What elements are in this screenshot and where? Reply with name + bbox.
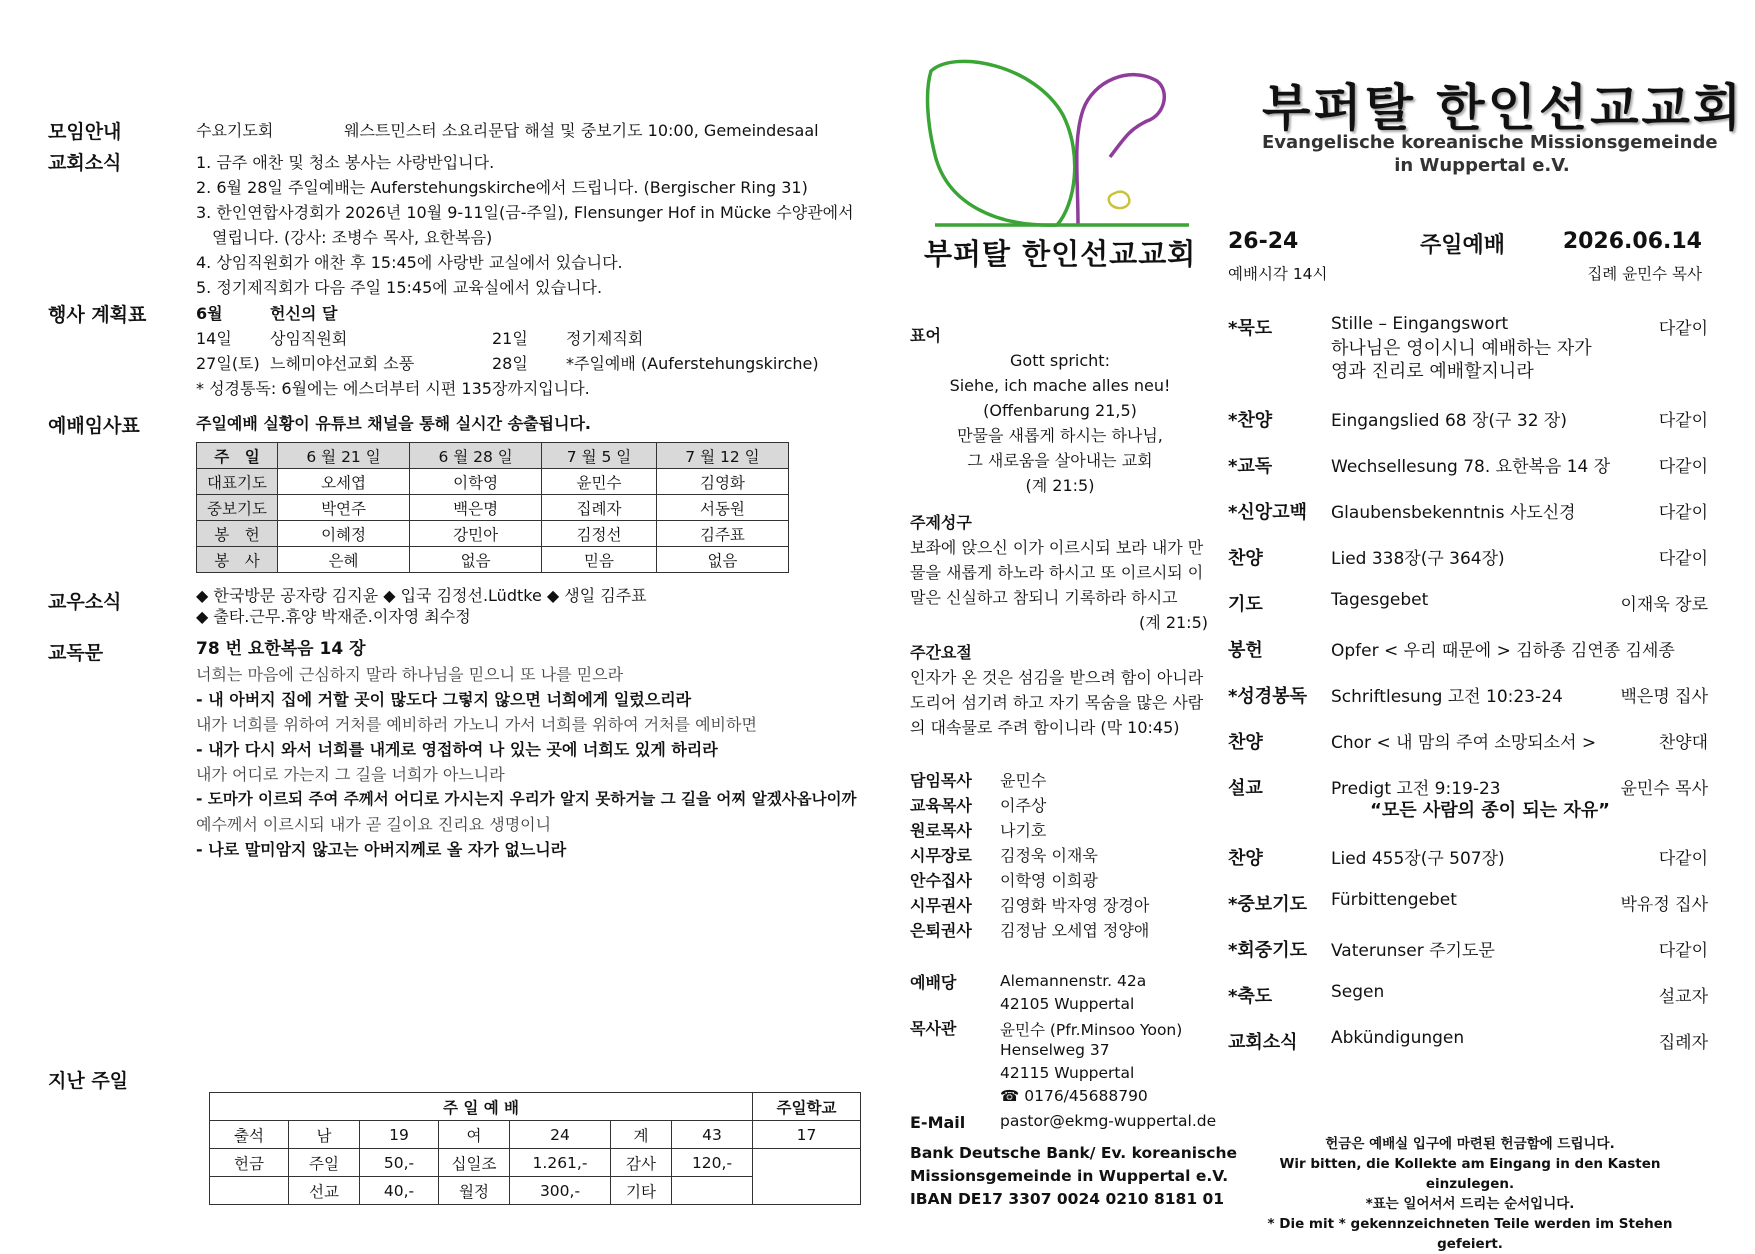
staff-role: 안수집사 xyxy=(910,871,972,890)
order-person: 설교자 xyxy=(1658,987,1708,1007)
order-value: Eingangslied 68 장(구 32 장) xyxy=(1331,411,1567,431)
roster-header: 6 월 21 일 xyxy=(278,443,410,469)
order-item xyxy=(1228,590,1708,620)
order-item xyxy=(1228,890,1708,920)
order-extra-line: 영과 진리로 예배할지니라 xyxy=(1331,361,1534,382)
staff-role: 은퇴권사 xyxy=(910,921,972,940)
roster-role: 봉 헌 xyxy=(197,521,278,547)
events-month: 6월 xyxy=(196,304,223,323)
staff-row xyxy=(910,818,1046,841)
email-address[interactable]: pastor@ekmg-wuppertal.de xyxy=(1000,1112,1217,1130)
reading-line: - 나로 말미암지 않고는 아버지께로 올 자가 없느니라 xyxy=(196,840,567,859)
staff-name: 김정욱 이재욱 xyxy=(1000,846,1098,865)
event-date: 14일 xyxy=(196,329,232,348)
reading-line: 내가 너희를 위하여 거처를 예비하러 가노니 가서 너희를 위하여 거처를 예비하면 xyxy=(196,715,757,734)
roster-cell: 없음 xyxy=(410,547,542,573)
staff-name: 이학영 이희광 xyxy=(1000,871,1098,890)
footer-line: 헌금은 예배실 입구에 마련된 헌금함에 드립니다. xyxy=(1325,1136,1615,1152)
news-item: 4. 상임직원회가 애찬 후 15:45에 사랑반 교실에서 있습니다. xyxy=(196,253,623,272)
order-key: *찬양 xyxy=(1228,410,1273,431)
order-item xyxy=(1228,452,1708,482)
service-time: 예배시각 14시 xyxy=(1228,265,1328,283)
order-key: 설교 xyxy=(1228,778,1263,799)
order-person: 다같이 xyxy=(1658,849,1708,869)
roster-cell: 오세엽 xyxy=(278,469,410,495)
roster-table xyxy=(196,442,789,573)
email-label: E-Mail xyxy=(910,1113,966,1132)
news-item: 열립니다. (강사: 조병수 목사, 요한복음) xyxy=(212,228,493,247)
roster-cell: 없음 xyxy=(656,547,788,573)
theme-label: 주제성구 xyxy=(910,513,972,532)
theme-verse xyxy=(910,535,1208,635)
last-week-label: 지난 주일 xyxy=(48,1070,129,1092)
table-row xyxy=(210,1093,861,1121)
staff-role: 시무장로 xyxy=(910,846,972,865)
order-value: Schriftlesung 고전 10:23-24 xyxy=(1331,687,1563,707)
staff-name: 이주상 xyxy=(1000,796,1047,815)
stat-cell: 43 xyxy=(672,1121,753,1149)
event-date: 21일 xyxy=(492,329,528,348)
footer-line: *표는 일어서서 드리는 순서입니다. xyxy=(1365,1196,1575,1212)
table-row xyxy=(197,495,789,521)
stat-cell: 주일 xyxy=(289,1149,360,1177)
staff-row xyxy=(910,893,1149,916)
stat-cell: 120,- xyxy=(672,1149,753,1177)
meeting-label: 모임안내 xyxy=(48,121,122,143)
cover-verse xyxy=(910,348,1210,498)
roster-role: 대표기도 xyxy=(197,469,278,495)
roster-cell: 김주표 xyxy=(656,521,788,547)
order-value: Stille – Eingangswort xyxy=(1331,314,1509,334)
address-line: 42115 Wuppertal xyxy=(1000,1064,1135,1082)
staff-row xyxy=(910,793,1046,816)
weekly-label: 주간요절 xyxy=(910,643,972,662)
order-value: Opfer < 우리 때문에 > 김하종 김연종 김세종 xyxy=(1331,641,1675,661)
stat-cell: 24 xyxy=(510,1121,611,1149)
stat-cell: 19 xyxy=(360,1121,439,1149)
order-key: *묵도 xyxy=(1228,318,1273,339)
order-person: 다같이 xyxy=(1658,549,1708,569)
staff-name: 윤민수 xyxy=(1000,771,1047,790)
order-extra-line: 하나님은 영이시니 예배하는 자가 xyxy=(1331,338,1592,359)
cover-line: (Offenbarung 21,5) xyxy=(983,401,1137,420)
order-value: Predigt 고전 9:19-23 xyxy=(1331,779,1501,799)
stat-cell: 17 xyxy=(753,1121,861,1149)
stat-cell: 남 xyxy=(289,1121,360,1149)
week-number: 26-24 xyxy=(1228,229,1299,254)
order-item xyxy=(1228,1028,1708,1058)
stat-cell: 1.261,- xyxy=(510,1149,611,1177)
table-row xyxy=(210,1149,861,1177)
order-value: Vaterunser 주기도문 xyxy=(1331,941,1495,961)
order-person: 찬양대 xyxy=(1658,733,1708,753)
events-note: * 성경통독: 6월에는 에스더부터 시편 135장까지입니다. xyxy=(196,379,590,398)
event-name: 상임직원회 xyxy=(270,329,348,348)
order-person: 백은명 집사 xyxy=(1620,687,1708,707)
reading-line: 예수께서 이르시되 내가 곧 길이요 진리요 생명이니 xyxy=(196,815,552,834)
staff-name: 김정남 오세엽 정양애 xyxy=(1000,921,1150,940)
order-value: Chor < 내 맘의 주여 소망되소서 > xyxy=(1331,733,1597,753)
church-logo-icon xyxy=(925,55,1195,240)
roster-header: 6 월 28 일 xyxy=(410,443,542,469)
roster-cell: 박연주 xyxy=(278,495,410,521)
address-line: Henselweg 37 xyxy=(1000,1041,1110,1059)
church-subtitle: Evangelische koreanische Missionsgemeinde xyxy=(1262,132,1718,153)
theme-line: 보좌에 앉으신 이가 이르시되 보라 내가 만 xyxy=(910,538,1204,557)
order-value: Abkündigungen xyxy=(1331,1028,1465,1048)
order-item xyxy=(1228,844,1708,874)
cover-line: Gott spricht: xyxy=(1010,351,1110,370)
weekly-line: 인자가 온 것은 섬김을 받으려 함이 아니라 xyxy=(910,668,1204,687)
order-key: *교독 xyxy=(1228,456,1273,477)
roster-cell: 백은명 xyxy=(410,495,542,521)
event-name: 정기제직회 xyxy=(566,329,644,348)
staff-role: 담임목사 xyxy=(910,771,972,790)
roster-cell: 김영화 xyxy=(656,469,788,495)
stat-cell: 300,- xyxy=(510,1177,611,1205)
cover-line: 그 새로움을 살아내는 교회 xyxy=(967,451,1153,470)
bank-info xyxy=(910,1142,1237,1211)
bank-line: Missionsgemeinde in Wuppertal e.V. xyxy=(910,1167,1229,1185)
order-person: 다같이 xyxy=(1658,319,1708,339)
event-name: *주일예배 (Auferstehungskirche) xyxy=(566,354,819,373)
meeting-col1: 수요기도회 xyxy=(196,121,274,140)
staff-row xyxy=(910,918,1149,941)
members-line: ◆ 한국방문 공자랑 김지윤 ◆ 입국 김정선.Lüdtke ◆ 생일 김주표 xyxy=(196,586,647,605)
church-subtitle: in Wuppertal e.V. xyxy=(1394,155,1570,176)
order-key: *회중기도 xyxy=(1228,940,1307,961)
address-line: 42105 Wuppertal xyxy=(1000,995,1135,1013)
roster-cell: 강민아 xyxy=(410,521,542,547)
order-person: 윤민수 목사 xyxy=(1620,779,1708,799)
table-row xyxy=(197,469,789,495)
staff-role: 시무권사 xyxy=(910,896,972,915)
stat-cell: 출석 xyxy=(210,1121,289,1149)
roster-header: 7 월 5 일 xyxy=(542,443,657,469)
roster-cell: 윤민수 xyxy=(542,469,657,495)
order-extra xyxy=(1331,337,1592,383)
news-item: 5. 정기제직회가 다음 주일 15:45에 교육실에서 있습니다. xyxy=(196,278,603,297)
roster-notice: 주일예배 실황이 유튜브 채널을 통해 실시간 송출됩니다. xyxy=(196,414,591,433)
stat-cell: 선교 xyxy=(289,1177,360,1205)
staff-row xyxy=(910,768,1046,791)
members-line: ◆ 출타.근무.휴양 박재준.이자영 최수정 xyxy=(196,607,471,626)
order-value: Wechsellesung 78. 요한복음 14 장 xyxy=(1331,457,1611,477)
theme-ref: (계 21:5) xyxy=(1139,613,1208,632)
cover-line: (계 21:5) xyxy=(1025,476,1095,495)
church-address-label: 예배당 xyxy=(910,973,957,992)
order-key: *중보기도 xyxy=(1228,894,1307,915)
footer-line: Wir bitten, die Kollekte am Eingang in den Kasten einzulegen. xyxy=(1279,1156,1661,1192)
reading-line: 너희는 마음에 근심하지 말라 하나님을 믿으니 또 나를 믿으라 xyxy=(196,665,624,684)
roster-header: 주 일 xyxy=(197,443,278,469)
stat-cell: 기타 xyxy=(611,1177,672,1205)
cover-line: Siehe, ich mache alles neu! xyxy=(949,376,1171,395)
events-label: 행사 계획표 xyxy=(48,304,147,326)
order-key: 찬양 xyxy=(1228,848,1263,869)
order-value: Tagesgebet xyxy=(1331,590,1429,610)
news-item: 3. 한인연합사경회가 2026년 10월 9-11일(금-주일), Flensunger Hof in Mücke 수양관에서 xyxy=(196,203,854,222)
weekly-line: 의 대속물로 주려 함이니라 (막 10:45) xyxy=(910,718,1180,737)
bank-line: IBAN DE17 3307 0024 0210 8181 01 xyxy=(910,1190,1225,1208)
reading-lines xyxy=(196,662,857,862)
order-person: 이재욱 장로 xyxy=(1620,595,1708,615)
event-date: 28일 xyxy=(492,354,528,373)
footer-notes xyxy=(1240,1134,1700,1254)
reading-title: 78 번 요한복음 14 장 xyxy=(196,639,366,659)
order-value: Segen xyxy=(1331,982,1385,1002)
staff-name: 김영화 박자영 장경아 xyxy=(1000,896,1150,915)
event-name: 느헤미야선교회 소풍 xyxy=(270,354,415,373)
stat-cell: 월정 xyxy=(439,1177,510,1205)
roster-cell: 믿음 xyxy=(542,547,657,573)
staff-name: 나기호 xyxy=(1000,821,1047,840)
order-key: 교회소식 xyxy=(1228,1032,1298,1053)
order-item xyxy=(1228,498,1708,528)
order-item xyxy=(1228,682,1708,712)
news-list xyxy=(196,150,854,300)
stat-cell: 40,- xyxy=(360,1177,439,1205)
weekly-verse xyxy=(910,665,1203,740)
order-item xyxy=(1228,728,1708,758)
table-row xyxy=(197,521,789,547)
reading-line: - 내 아버지 집에 거할 곳이 많도다 그렇지 않으면 너희에게 일렀으리라 xyxy=(196,690,692,709)
stat-cell xyxy=(753,1149,861,1205)
reading-label: 교독문 xyxy=(48,642,104,664)
footer-line: * Die mit * gekennzeichneten Teile werden im Stehen gefeiert. xyxy=(1267,1216,1673,1252)
reading-line: - 내가 다시 와서 너희를 내게로 영접하여 나 있는 곳에 너희도 있게 하리라 xyxy=(196,740,718,759)
stat-cell: 여 xyxy=(439,1121,510,1149)
order-item xyxy=(1228,936,1708,966)
order-key: 봉헌 xyxy=(1228,640,1263,661)
roster-cell: 김정선 xyxy=(542,521,657,547)
reading-line: 내가 어디로 가는지 그 길을 너희가 아느니라 xyxy=(196,765,505,784)
order-item xyxy=(1228,406,1708,436)
weekly-line: 도리어 섬기려 하고 자기 목숨을 많은 사람 xyxy=(910,693,1204,712)
theme-line: 말은 신실하고 참되니 기록하라 하시고 xyxy=(910,588,1178,607)
reading-line: - 도마가 이르되 주여 주께서 어디로 가시는지 우리가 알지 못하거늘 그 길을 어찌 알겠사옵나이까 xyxy=(196,790,857,808)
roster-cell: 이혜정 xyxy=(278,521,410,547)
order-key: 기도 xyxy=(1228,594,1263,615)
order-person: 박유정 집사 xyxy=(1620,895,1708,915)
stat-cell: 감사 xyxy=(611,1149,672,1177)
table-row xyxy=(210,1121,861,1149)
address-line: Alemannenstr. 42a xyxy=(1000,972,1147,990)
order-key: *신앙고백 xyxy=(1228,502,1307,523)
order-item xyxy=(1228,636,1708,666)
phone-number: ☎ 0176/45688790 xyxy=(1000,1087,1148,1105)
church-title: 부퍼탈 한인선교교회 xyxy=(1262,79,1745,137)
order-value: Lied 455장(구 507장) xyxy=(1331,849,1505,869)
order-person: 다같이 xyxy=(1658,941,1708,961)
stat-cell: 십일조 xyxy=(439,1149,510,1177)
roster-role: 중보기도 xyxy=(197,495,278,521)
order-person: 다같이 xyxy=(1658,457,1708,477)
members-label: 교우소식 xyxy=(48,591,122,613)
order-person: 다같이 xyxy=(1658,503,1708,523)
roster-cell: 은혜 xyxy=(278,547,410,573)
order-person: 다같이 xyxy=(1658,411,1708,431)
roster-role: 봉 사 xyxy=(197,547,278,573)
order-key: 찬양 xyxy=(1228,732,1263,753)
order-value: Lied 338장(구 364장) xyxy=(1331,549,1505,569)
stat-cell: 계 xyxy=(611,1121,672,1149)
roster-cell: 집례자 xyxy=(542,495,657,521)
cover-line: 만물을 새롭게 하시는 하나님, xyxy=(957,426,1163,445)
order-value: Fürbittengebet xyxy=(1331,890,1457,910)
events-theme: 헌신의 달 xyxy=(270,304,338,323)
sermon-title: “모든 사람의 종이 되는 자유” xyxy=(1370,800,1610,821)
order-item xyxy=(1228,982,1708,1012)
worship-header: 주 일 예 배 xyxy=(210,1093,753,1121)
service-leader: 집례 윤민수 목사 xyxy=(1587,265,1702,283)
stat-cell xyxy=(672,1177,753,1205)
stat-cell xyxy=(210,1177,289,1205)
stat-cell: 헌금 xyxy=(210,1149,289,1177)
roster-header: 7 월 12 일 xyxy=(656,443,788,469)
order-key: 찬양 xyxy=(1228,548,1263,569)
table-row xyxy=(197,443,789,469)
cover-label: 표어 xyxy=(910,326,941,345)
order-key: *축도 xyxy=(1228,986,1273,1007)
theme-line: 물을 새롭게 하노라 하시고 또 이르시되 이 xyxy=(910,563,1204,582)
logo-text: 부퍼탈 한인선교교회 xyxy=(924,237,1197,271)
bank-line: Bank Deutsche Bank/ Ev. koreanische xyxy=(910,1144,1238,1162)
order-person: 집례자 xyxy=(1658,1033,1708,1053)
order-item xyxy=(1228,544,1708,574)
order-value: Glaubensbekenntnis 사도신경 xyxy=(1331,503,1576,523)
roster-cell: 이학영 xyxy=(410,469,542,495)
staff-role: 교육목사 xyxy=(910,796,972,815)
news-item: 1. 금주 애찬 및 청소 봉사는 사랑반입니다. xyxy=(196,153,495,172)
roster-cell: 서동원 xyxy=(656,495,788,521)
address-line: 윤민수 (Pfr.Minsoo Yoon) xyxy=(1000,1021,1183,1039)
order-key: *성경봉독 xyxy=(1228,686,1307,707)
staff-row xyxy=(910,868,1098,891)
news-item: 2. 6월 28일 주일예배는 Auferstehungskirche에서 드립니다. (Bergischer Ring 31) xyxy=(196,178,808,197)
school-header: 주일학교 xyxy=(753,1093,861,1121)
news-label: 교회소식 xyxy=(48,152,122,174)
service-title: 주일예배 xyxy=(1420,233,1506,258)
staff-row xyxy=(910,843,1098,866)
meeting-col2: 웨스트민스터 소요리문답 해설 및 중보기도 10:00, Gemeindesaal xyxy=(344,121,819,140)
table-row xyxy=(197,547,789,573)
stat-cell: 50,- xyxy=(360,1149,439,1177)
event-date: 27일(토) xyxy=(196,354,260,373)
service-date: 2026.06.14 xyxy=(1562,229,1702,254)
manse-label: 목사관 xyxy=(910,1019,957,1038)
staff-role: 원로목사 xyxy=(910,821,972,840)
last-week-table xyxy=(209,1092,861,1205)
roster-label: 예배임사표 xyxy=(48,415,140,437)
